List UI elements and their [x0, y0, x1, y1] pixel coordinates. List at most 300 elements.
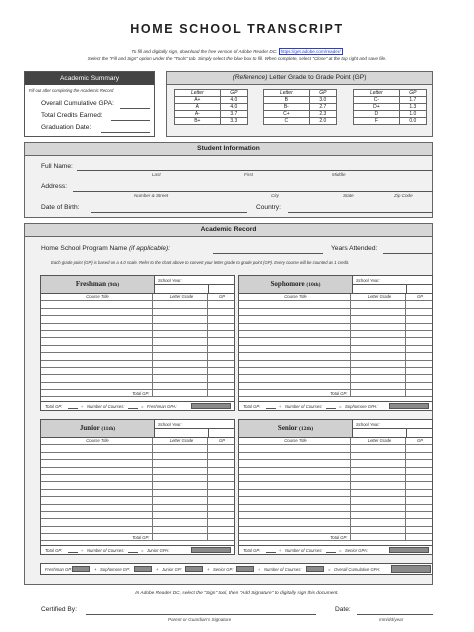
total-gp-label: Total GP:: [45, 404, 63, 409]
grade-gp: 1.7: [399, 97, 426, 104]
year-block-sophomore: [238, 275, 433, 411]
course-title-cell[interactable]: [41, 460, 153, 466]
plus-sign: +: [156, 567, 159, 572]
last-name-caption: Last: [152, 172, 161, 177]
cumulative-gpa-label: Overall Cumulative GPA:: [41, 100, 114, 107]
cum-sophomore-gp-label: Sophomore GP:: [100, 567, 131, 572]
course-title-cell[interactable]: [41, 375, 153, 381]
course-title-cell[interactable]: [239, 460, 351, 466]
year-gpa-label: Senior GPA:: [345, 548, 368, 553]
number-of-courses-field[interactable]: [128, 404, 138, 409]
letter-grade-cell[interactable]: [351, 445, 406, 451]
course-title-cell[interactable]: [239, 294, 351, 300]
letter-grade-cell[interactable]: [153, 338, 208, 344]
course-title-cell[interactable]: [41, 438, 153, 444]
course-rows: [41, 294, 234, 401]
gp-cell[interactable]: [406, 468, 432, 474]
total-credits-field[interactable]: [111, 120, 150, 121]
gp-cell[interactable]: [208, 346, 234, 352]
letter-grade-cell[interactable]: [153, 438, 208, 444]
country-field[interactable]: [288, 212, 433, 213]
course-title-cell[interactable]: [41, 527, 153, 533]
letter-grade-cell[interactable]: [153, 353, 208, 359]
number-of-courses-field[interactable]: [326, 548, 336, 553]
course-title-cell[interactable]: [239, 475, 351, 481]
date-field[interactable]: [357, 614, 433, 615]
gp-cell[interactable]: [208, 309, 234, 315]
cum-senior-gp-label: Senior GP:: [213, 567, 234, 572]
gp-cell[interactable]: [406, 445, 432, 451]
school-year-label: School Year:: [158, 422, 182, 427]
course-title-cell[interactable]: [41, 331, 153, 337]
letter-grade-label: Letter Grade: [367, 438, 392, 443]
letter-grade-cell[interactable]: [351, 383, 406, 389]
course-row: [239, 294, 432, 301]
course-row: [41, 490, 234, 497]
cum-senior-gp-field[interactable]: [236, 566, 254, 572]
course-rows: [41, 438, 234, 545]
course-title-cell[interactable]: [41, 383, 153, 389]
letter-grade-cell[interactable]: [153, 301, 208, 307]
grade-letter: B+: [175, 118, 221, 125]
year-grade: (9th): [107, 282, 120, 288]
course-title-cell[interactable]: [41, 353, 153, 359]
gp-cell[interactable]: [208, 294, 234, 300]
course-title-cell[interactable]: [41, 519, 153, 525]
year-footer: [41, 401, 234, 410]
gp-cell[interactable]: [208, 505, 234, 511]
gp-cell[interactable]: [208, 512, 234, 518]
divide-sign: ÷: [258, 567, 261, 572]
grade-letter: F: [354, 118, 400, 125]
course-title-cell[interactable]: [41, 453, 153, 459]
gp-cell[interactable]: [406, 353, 432, 359]
equals-sign: =: [141, 404, 144, 409]
gp-cell[interactable]: [406, 324, 432, 330]
year-grade: (12th): [299, 426, 314, 432]
letter-grade-header: [154, 429, 209, 443]
course-title-cell[interactable]: [41, 346, 153, 352]
instruction-line-1: [0, 49, 474, 54]
gp-cell[interactable]: [208, 301, 234, 307]
course-title-cell[interactable]: [41, 294, 153, 300]
grade-reference-header: [167, 72, 432, 85]
gp-cell[interactable]: [406, 316, 432, 322]
letter-grade-cell[interactable]: [351, 438, 406, 444]
gp-cell[interactable]: [406, 361, 432, 367]
letter-grade-label: Letter Grade: [367, 294, 392, 299]
program-name-text: Home School Program Name: [41, 245, 128, 252]
letter-grade-cell[interactable]: [351, 375, 406, 381]
grade-gp: 2.7: [309, 104, 336, 111]
letter-grade-cell[interactable]: [351, 324, 406, 330]
letter-grade-cell[interactable]: [153, 519, 208, 525]
equals-sign: =: [328, 567, 331, 572]
year-block-freshman: [40, 275, 235, 411]
letter-grade-cell[interactable]: [351, 294, 406, 300]
course-title-cell[interactable]: [239, 316, 351, 322]
school-year-field[interactable]: [352, 420, 433, 429]
course-title-cell[interactable]: [239, 519, 351, 525]
course-title-cell[interactable]: [239, 346, 351, 352]
letter-grade-cell[interactable]: [351, 309, 406, 315]
gp-cell[interactable]: [406, 490, 432, 496]
letter-grade-cell[interactable]: [153, 460, 208, 466]
gp-cell[interactable]: [406, 309, 432, 315]
gp-cell[interactable]: [208, 468, 234, 474]
gp-cell[interactable]: [208, 497, 234, 503]
letter-grade-cell[interactable]: [153, 368, 208, 374]
course-row: [41, 338, 234, 345]
equals-sign: =: [339, 548, 342, 553]
course-title-cell[interactable]: [41, 445, 153, 451]
course-row: [239, 482, 432, 489]
gp-cell[interactable]: [208, 368, 234, 374]
course-row: [239, 490, 432, 497]
school-year-label: School Year:: [356, 422, 380, 427]
course-title-cell[interactable]: [41, 497, 153, 503]
gp-cell[interactable]: [406, 512, 432, 518]
course-title-cell[interactable]: [239, 301, 351, 307]
letter-grade-cell[interactable]: [153, 482, 208, 488]
country-label: Country:: [256, 204, 281, 211]
course-title-cell[interactable]: [239, 445, 351, 451]
course-row: [239, 324, 432, 331]
school-year-field[interactable]: [154, 276, 235, 285]
gp-cell[interactable]: [208, 490, 234, 496]
gp-cell[interactable]: [208, 475, 234, 481]
letter-grade-label: Letter Grade: [169, 438, 194, 443]
course-title-cell[interactable]: [239, 497, 351, 503]
course-title-cell[interactable]: [239, 353, 351, 359]
course-title-cell[interactable]: [41, 301, 153, 307]
gp-cell[interactable]: [406, 460, 432, 466]
year-footer: [239, 401, 432, 410]
letter-grade-cell[interactable]: [351, 453, 406, 459]
letter-grade-cell[interactable]: [351, 482, 406, 488]
course-title-cell[interactable]: [239, 361, 351, 367]
cumulative-gpa-field[interactable]: [120, 108, 150, 109]
course-row: [41, 309, 234, 316]
gp-cell[interactable]: [208, 438, 234, 444]
letter-grade-label: Letter Grade: [169, 294, 194, 299]
gp-cell[interactable]: [406, 453, 432, 459]
course-row: [239, 445, 432, 452]
course-row: [239, 468, 432, 475]
divide-sign: ÷: [279, 548, 282, 553]
course-title-cell[interactable]: [41, 324, 153, 330]
grade-gp: 1.0: [399, 111, 426, 118]
course-title-cell[interactable]: [239, 309, 351, 315]
grade-letter: C: [264, 118, 310, 125]
course-title-cell[interactable]: [41, 309, 153, 315]
graduation-date-field[interactable]: [101, 132, 150, 133]
gp-cell[interactable]: [208, 482, 234, 488]
school-year-field[interactable]: [352, 276, 433, 285]
letter-grade-cell[interactable]: [153, 375, 208, 381]
course-row: [239, 519, 432, 526]
course-title-cell[interactable]: [41, 468, 153, 474]
gp-cell[interactable]: [208, 453, 234, 459]
year-name: Sophomore: [270, 280, 305, 288]
row-total-gp-label: Total GP:: [330, 391, 348, 397]
gp-cell[interactable]: [406, 475, 432, 481]
year-name: Junior: [79, 424, 100, 432]
divide-sign: ÷: [81, 404, 84, 409]
letter-grade-cell[interactable]: [351, 490, 406, 496]
course-title-cell[interactable]: [41, 512, 153, 518]
course-title-cell[interactable]: [239, 383, 351, 389]
letter-grade-cell[interactable]: [153, 445, 208, 451]
years-attended-field[interactable]: [383, 253, 433, 254]
course-title-cell[interactable]: [41, 505, 153, 511]
letter-grade-cell: [351, 390, 406, 396]
year-footer: [239, 545, 432, 554]
course-title-cell[interactable]: [41, 338, 153, 344]
course-row: [41, 505, 234, 512]
course-row: [239, 383, 432, 390]
course-title-cell[interactable]: [239, 453, 351, 459]
cum-overall-gpa-label: Overall Cumulative GPA:: [334, 567, 381, 572]
gp-cell[interactable]: [406, 368, 432, 374]
course-title-cell[interactable]: [239, 368, 351, 374]
letter-grade-cell[interactable]: [153, 453, 208, 459]
number-of-courses-field[interactable]: [326, 404, 336, 409]
gp-cell[interactable]: [406, 346, 432, 352]
gp-cell[interactable]: [406, 331, 432, 337]
course-title-cell[interactable]: [239, 331, 351, 337]
letter-grade-cell[interactable]: [153, 497, 208, 503]
grade-letter: B: [264, 97, 310, 104]
letter-grade-cell[interactable]: [351, 361, 406, 367]
letter-grade-cell[interactable]: [351, 346, 406, 352]
letter-grade-cell[interactable]: [153, 505, 208, 511]
course-rows: [239, 438, 432, 545]
course-title-cell[interactable]: [41, 490, 153, 496]
letter-grade-cell[interactable]: [351, 512, 406, 518]
gp-cell[interactable]: [208, 534, 234, 540]
letter-grade-cell[interactable]: [351, 331, 406, 337]
address-field[interactable]: [73, 191, 433, 192]
course-title-cell: [41, 390, 153, 396]
instruction-line-2: Select the "Fill and Sign" option under the "Tools" tab. Simply select the blue box to fill. When complete, select "Close" at the top right and save file.: [87, 56, 387, 61]
course-title-label: Course Title: [86, 294, 109, 299]
letter-grade-header: [154, 285, 209, 299]
letter-grade-cell[interactable]: [351, 338, 406, 344]
equals-sign: =: [339, 404, 342, 409]
grade-gp: 1.3: [399, 104, 426, 111]
total-gp-label: Total GP:: [243, 404, 261, 409]
total-gp-field[interactable]: [68, 548, 78, 553]
course-row: [41, 390, 234, 397]
course-title-cell[interactable]: [239, 338, 351, 344]
course-title-cell[interactable]: [239, 468, 351, 474]
course-title-cell[interactable]: [239, 375, 351, 381]
total-gp-field[interactable]: [266, 404, 276, 409]
gp-cell[interactable]: [406, 527, 432, 533]
letter-grade-cell[interactable]: [351, 497, 406, 503]
gp-cell[interactable]: [406, 519, 432, 525]
cum-junior-gp-field[interactable]: [185, 566, 203, 572]
gp-cell[interactable]: [208, 331, 234, 337]
letter-grade-cell[interactable]: [351, 316, 406, 322]
grade-letter: D+: [354, 104, 400, 111]
cum-freshman-gp-field[interactable]: [72, 566, 90, 572]
adobe-reader-link[interactable]: https://get.adobe.com/reader/: [280, 49, 341, 54]
letter-grade-cell[interactable]: [153, 512, 208, 518]
letter-grade-cell[interactable]: [153, 361, 208, 367]
middle-name-caption: Middle: [332, 172, 346, 177]
course-row: [239, 375, 432, 382]
letter-grade-cell[interactable]: [351, 353, 406, 359]
letter-grade-cell[interactable]: [153, 309, 208, 315]
grade-reference-header-text: Letter Grade to Grade Point (GP): [269, 74, 367, 81]
course-row: [41, 468, 234, 475]
letter-grade-cell[interactable]: [351, 475, 406, 481]
gp-cell[interactable]: [208, 390, 234, 396]
letter-grade-cell[interactable]: [153, 490, 208, 496]
year-footer: [41, 545, 234, 554]
course-row: [239, 512, 432, 519]
course-title-cell[interactable]: [239, 438, 351, 444]
full-name-label: Full Name:: [41, 163, 73, 170]
gp-header: [209, 285, 235, 299]
gp-cell[interactable]: [208, 460, 234, 466]
course-row: [239, 353, 432, 360]
row-total-gp-label: Total GP:: [132, 391, 150, 397]
number-of-courses-field[interactable]: [128, 548, 138, 553]
school-year-field[interactable]: [154, 420, 235, 429]
letter-grade-cell[interactable]: [351, 527, 406, 533]
gp-cell[interactable]: [406, 390, 432, 396]
grade-reference-header-italic: (Reference): [232, 74, 268, 81]
course-row: [239, 309, 432, 316]
gp-cell[interactable]: [208, 338, 234, 344]
gp-label: GP: [218, 294, 226, 299]
gp-cell[interactable]: [208, 316, 234, 322]
course-row: [41, 301, 234, 308]
gp-cell[interactable]: [406, 497, 432, 503]
plus-sign: +: [207, 567, 210, 572]
academic-record-header: Academic Record: [25, 224, 432, 237]
cum-overall-gpa-field[interactable]: [391, 565, 431, 573]
gp-cell[interactable]: [406, 294, 432, 300]
letter-grade-cell[interactable]: [153, 294, 208, 300]
year-block-senior: [238, 419, 433, 555]
course-rows: [239, 294, 432, 401]
total-gp-field[interactable]: [266, 548, 276, 553]
year-gpa-field[interactable]: [389, 403, 429, 409]
dob-field[interactable]: [91, 212, 247, 213]
gp-cell[interactable]: [208, 383, 234, 389]
cum-sophomore-gp-field[interactable]: [134, 566, 152, 572]
cumulative-gpa-row: [40, 563, 433, 575]
page-title: HOME SCHOOL TRANSCRIPT: [130, 22, 344, 36]
course-row: [41, 346, 234, 353]
year-gpa-field[interactable]: [191, 403, 231, 409]
course-row: [41, 324, 234, 331]
course-title-cell[interactable]: [239, 527, 351, 533]
course-title-cell[interactable]: [239, 324, 351, 330]
total-gp-label: Total GP:: [45, 548, 63, 553]
letter-grade-cell[interactable]: [153, 331, 208, 337]
cum-courses-field[interactable]: [306, 566, 324, 572]
gp-cell[interactable]: [208, 353, 234, 359]
graduation-date-label: Graduation Date:: [41, 124, 92, 131]
course-row: [41, 361, 234, 368]
course-title-cell[interactable]: [239, 482, 351, 488]
course-title-cell[interactable]: [239, 512, 351, 518]
letter-grade-cell[interactable]: [153, 475, 208, 481]
gp-cell[interactable]: [208, 445, 234, 451]
course-title-cell[interactable]: [41, 316, 153, 322]
letter-grade-cell[interactable]: [351, 505, 406, 511]
grade-table-1: [174, 89, 248, 125]
letter-grade-cell[interactable]: [351, 460, 406, 466]
gp-cell[interactable]: [406, 301, 432, 307]
letter-grade-cell[interactable]: [351, 368, 406, 374]
gp-cell[interactable]: [208, 527, 234, 533]
letter-grade-cell[interactable]: [153, 383, 208, 389]
grade-gp: 0.0: [399, 118, 426, 125]
gp-cell[interactable]: [406, 375, 432, 381]
zip-caption: Zip Code: [394, 193, 413, 198]
gp-cell[interactable]: [208, 324, 234, 330]
course-title-label: Course Title: [86, 438, 109, 443]
course-row: [41, 383, 234, 390]
total-gp-field[interactable]: [68, 404, 78, 409]
gp-cell[interactable]: [406, 534, 432, 540]
course-title-cell[interactable]: [239, 490, 351, 496]
gp-cell[interactable]: [208, 361, 234, 367]
year-gpa-field[interactable]: [389, 547, 429, 553]
gp-cell[interactable]: [208, 519, 234, 525]
grade-gp: 4.0: [220, 104, 247, 111]
gp-cell[interactable]: [406, 383, 432, 389]
gp-cell[interactable]: [406, 338, 432, 344]
course-title-cell[interactable]: [41, 475, 153, 481]
letter-grade-cell[interactable]: [351, 468, 406, 474]
grade-gp: 3.7: [220, 111, 247, 118]
gp-cell[interactable]: [406, 438, 432, 444]
letter-grade-cell[interactable]: [351, 301, 406, 307]
year-name: Freshman: [75, 280, 107, 288]
course-title-cell[interactable]: [239, 505, 351, 511]
signature-field[interactable]: [86, 614, 316, 615]
letter-grade-cell[interactable]: [351, 519, 406, 525]
certified-by-label: Certified By:: [41, 606, 77, 613]
gp-cell[interactable]: [406, 505, 432, 511]
full-name-field[interactable]: [77, 170, 433, 171]
year-gpa-field[interactable]: [191, 547, 231, 553]
course-title-cell[interactable]: [41, 361, 153, 367]
letter-col: Letter: [354, 90, 400, 97]
course-title-cell[interactable]: [41, 368, 153, 374]
letter-grade-cell[interactable]: [153, 527, 208, 533]
gp-cell[interactable]: [406, 482, 432, 488]
gp-cell[interactable]: [208, 375, 234, 381]
year-grade: (11th): [101, 426, 116, 432]
cum-junior-gp-label: Junior GP:: [162, 567, 182, 572]
letter-col: Letter: [175, 90, 221, 97]
letter-grade-cell[interactable]: [153, 346, 208, 352]
course-title-cell[interactable]: [41, 482, 153, 488]
letter-grade-cell[interactable]: [153, 468, 208, 474]
program-name-field[interactable]: [213, 253, 323, 254]
letter-grade-cell[interactable]: [153, 324, 208, 330]
grade-gp: 4.0: [220, 97, 247, 104]
letter-grade-cell[interactable]: [153, 316, 208, 322]
